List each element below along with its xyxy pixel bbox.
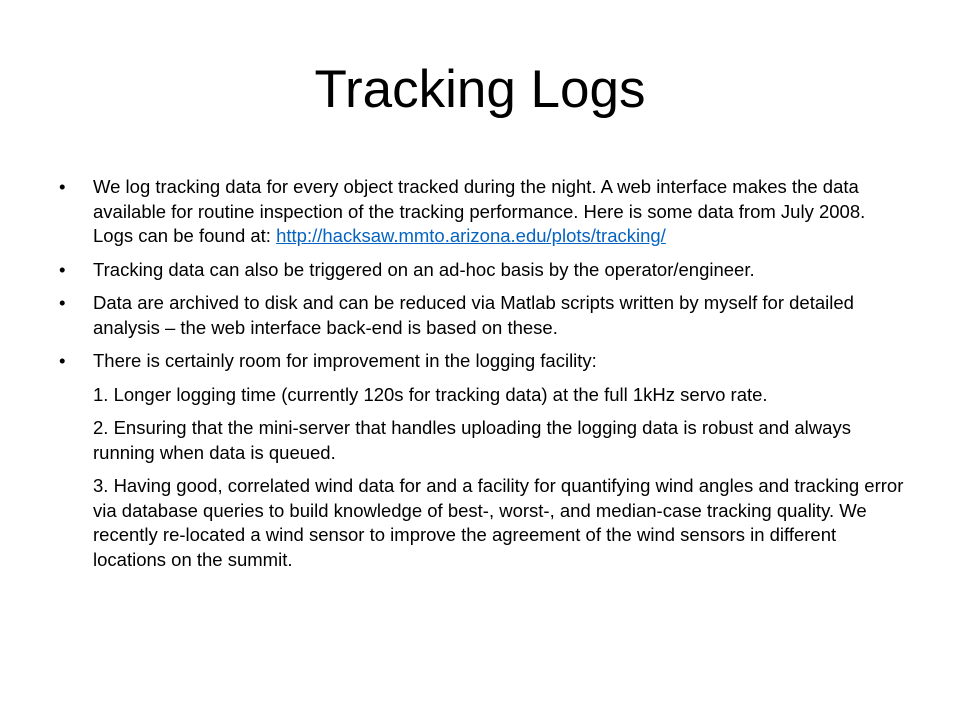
bullet-item: [59, 175, 904, 249]
bullet-text: Data are archived to disk and can be reduced via Matlab scripts written by myself for detailed analysis – the web interface back-end is based on these.: [93, 292, 854, 338]
numbered-subitem: 2. Ensuring that the mini-server that handles uploading the logging data is robust and always running when data is queued.: [93, 417, 851, 463]
bullet-text: Tracking data can also be triggered on an ad-hoc basis by the operator/engineer.: [93, 258, 755, 280]
bullet-item: [59, 291, 904, 340]
numbered-subitem: 1. Longer logging time (currently 120s for tracking data) at the full 1kHz servo rate.: [93, 383, 768, 405]
slide-body: [59, 175, 904, 581]
bullet-text: There is certainly room for improvement in the logging facility:: [93, 350, 597, 371]
bullet-marker: •: [59, 292, 66, 313]
tracking-logs-link[interactable]: http://hacksaw.mmto.arizona.edu/plots/tracking/: [276, 225, 666, 246]
bullet-marker: •: [59, 350, 66, 371]
bullet-marker: •: [59, 258, 66, 280]
bullet-text: We log tracking data for every object tracked during the night. A web interface makes the data available for routine inspection of the tracking performance. Here is some data from July 2008. Logs can be found at:: [93, 176, 866, 246]
bullet-marker: •: [59, 176, 66, 197]
bullet-item: [59, 349, 904, 374]
slide-title: Tracking Logs: [314, 60, 646, 119]
bullet-item: [59, 258, 904, 283]
numbered-subitem: 3. Having good, correlated wind data for and a facility for quantifying wind angles and tracking error via database queries to build knowledge of best-, worst-, and median-case tracking quality. We recently re-located a wind sensor to improve the agreement of the wind sensors in different locations on the summit.: [93, 475, 904, 570]
